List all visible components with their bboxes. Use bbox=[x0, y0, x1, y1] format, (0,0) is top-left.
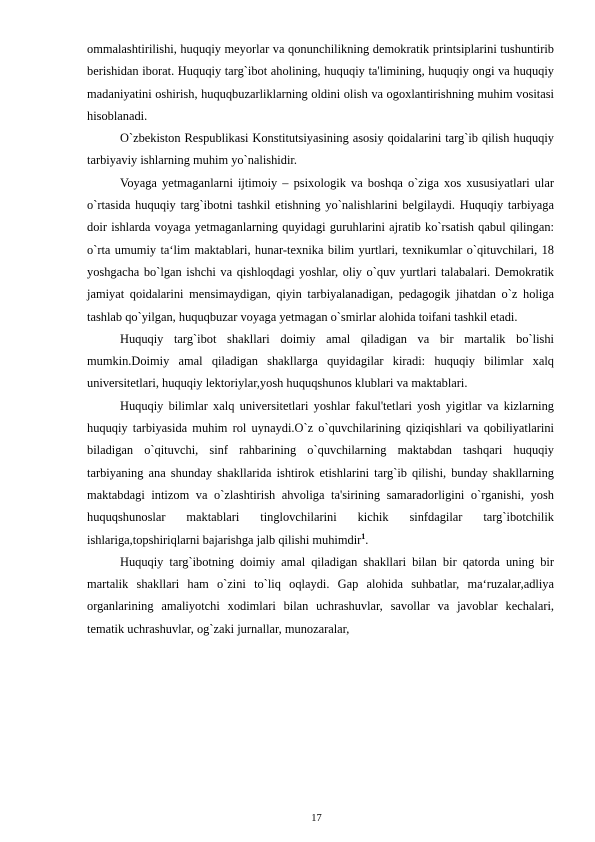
paragraph-4: Huquqiy targ`ibot shakllari doimiy amal qiladigan va bir martalik bo`lishi mumkin.Doimiy amal qiladigan shakllarga quyidagilar kiradi: huquqiy bilimlar xalq universitetlari, huquqiy lektoriylar,yosh huquqshunos klublari va maktablari. bbox=[87, 331, 554, 391]
paragraph-5-tail: . bbox=[365, 532, 369, 547]
paragraph-1: ommalashtirilishi, huquqiy meyorlar va qonunchilikning demokratik printsiplarini tushuntirib berishidan iborat. Huquqiy targ`ibot aholining, huquqiy ta'limining, huquqiy ongi va huquqiy madaniyatini oshirish, huquqbuzarliklarning oldini olish va ogoxlantirishning muhim vositasi hisoblanadi. bbox=[87, 42, 554, 123]
paragraph-2: O`zbekiston Respublikasi Konstitutsiyasining asosiy qoidalarini targ`ib qilish huquqiy tarbiyaviy ishlarning muhim yo`nalishidir. bbox=[87, 131, 554, 168]
document-body bbox=[87, 38, 554, 640]
paragraph-5 bbox=[87, 395, 554, 551]
paragraph-5-text: Huquqiy bilimlar xalq universitetlari yoshlar fakul'tetlari yosh yigitlar va kizlarning huquqiy tarbiyasida muhim rol uynaydi.O`z o`quvchilarining qiziqishlari va qobiliyatlarini biladigan o`qituvchi, sinf rahbarining o`quvchilarning maktabdan tashqari huquqiy tarbiyaning ana shunday shakllarida ishtirok etishlarini targ`ib qilishi, bunday shakllarning maktabdagi intizom va o`zlashtirish ahvoliga ta'sirining samaradorligini o`rganishi, yosh huquqshunoslar maktablari tinglovchilarini kichik sinfdagilar targ`ibotchilik ishlariga,topshiriqlarni bajarishga jalb qilishi muhimdir bbox=[87, 398, 554, 547]
paragraph-3: Voyaga yetmaganlarni ijtimoiy – psixologik va boshqa o`ziga xos xususiyatlari ular o`rtasida huquqiy targ`ibotni tashkil etishning yo`nalishlarini belgilaydi. Huquqiy tarbiyaga doir ishlarda voyaga yetmaganlarning quyidagi guruhlarini ajratib ko`rsatish qabul qilingan: o`rta umumiy ta‘lim maktablari, hunar-texnika bilim yurtlari, texnikumlar o`qituvchilari, 18 yoshgacha bo`lgan ishchi va qishloqdagi yoshlar, oliy o`quv yurtlari talabalari. Demokratik jamiyat qoidalarini mensimaydigan, qiyin tarbiyalanadigan, pedagogik jihatdan o`z holiga tashlab qo`yilgan, huquqbuzar voyaga yetmagan o`smirlar alohida toifani tashkil etadi. bbox=[87, 175, 554, 324]
paragraph-6: Huquqiy targ`ibotning doimiy amal qiladigan shakllari bilan bir qatorda uning bir martalik shakllari ham o`zini to`liq oqlaydi. Gap alohida suhbatlar, ma‘ruzalar,adliya organlarining amaliyotchi xodimlari bilan uchrashuvlar, savollar va javoblar kechalari, tematik uchrashuvlar, og`zaki jurnallar, munozaralar, bbox=[87, 554, 554, 636]
page-number: 17 bbox=[311, 813, 322, 824]
footnote-reference[interactable]: 1 bbox=[361, 531, 366, 541]
